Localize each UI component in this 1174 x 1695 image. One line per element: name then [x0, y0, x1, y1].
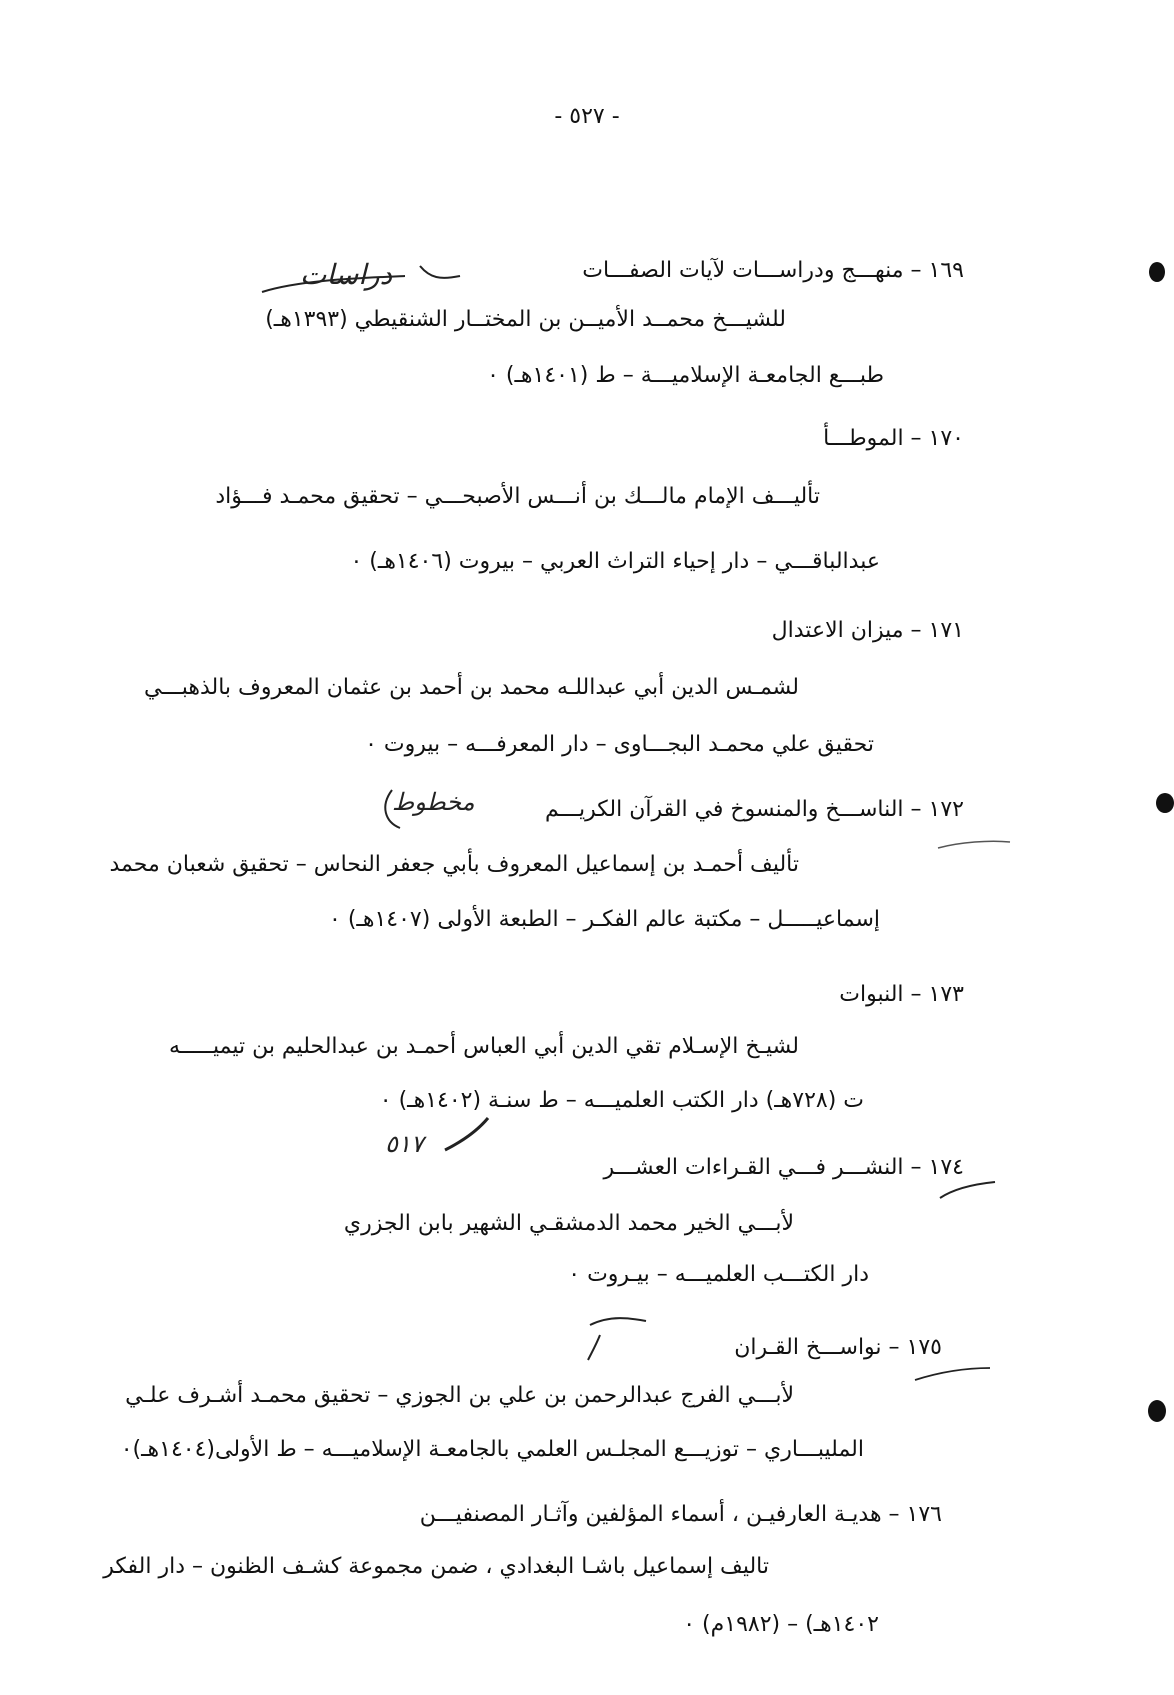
margin-stroke-3: [915, 1368, 990, 1380]
entry-169-heading: ١٦٩ – منهـــج ودراســـات لآيات الصفـــات: [582, 258, 964, 283]
pen-stroke-4: [590, 1318, 646, 1325]
entry-176-line-2: ١٤٠٢هـ) – (١٩٨٢م) ٠: [683, 1612, 879, 1637]
pen-stroke-5: [588, 1335, 600, 1360]
page-number: - ٥٢٧ -: [554, 104, 620, 129]
entry-175-line-1: لأبـــي الفرج عبدالرحمن بن علي بن الجوزي – تحقيق محمـد أشـرف علـي: [125, 1383, 794, 1408]
entry-174-heading: ١٧٤ – النشـــر فـــي القـراءات العشـــر: [603, 1155, 964, 1180]
entry-173-line-1: لشيـخ الإسـلام تقي الدين أبي العباس أحمـد بن عبدالحليم بن تيميـــــه: [168, 1034, 799, 1059]
punch-hole-bottom: [1148, 1400, 1166, 1422]
margin-stroke-1: [938, 841, 1010, 848]
entry-171-heading: ١٧١ – ميزان الاعتدال: [771, 618, 964, 643]
handwritten-note-1: دراسات: [300, 258, 393, 291]
entry-174-line-2: دار الكتـــب العلميـــه – بيـروت ٠: [568, 1262, 869, 1287]
punch-hole-top: [1149, 262, 1165, 282]
handwritten-note-3: ٥١٧: [385, 1130, 424, 1158]
entry-171-line-2: تحقيق علي محمـد البجـــاوى – دار المعرفـــه – بيروت ٠: [365, 732, 874, 757]
entry-169-line-2: طبـــع الجامعـة الإسلاميـــة – ط (١٤٠١هـ) ٠: [487, 363, 884, 388]
handwritten-note-2: مخطوط: [392, 788, 475, 816]
entry-176-heading: ١٧٦ – هديـة العارفيـن ، أسماء المؤلفين وآثـار المصنفيـــن: [419, 1502, 942, 1527]
pen-stroke-6: [445, 1118, 488, 1150]
margin-stroke-2: [940, 1182, 995, 1198]
entry-171-line-1: لشمـس الدين أبي عبداللـه محمد بن أحمد بن عثمان المعروف بالذهبـــي: [144, 675, 799, 700]
entry-169-line-1: للشيـــخ محمــد الأميــن بن المختــار الشنقيطي (١٣٩٣هـ): [265, 307, 786, 332]
pen-stroke-2: [420, 266, 460, 278]
entry-175-heading: ١٧٥ – نواســـخ القـران: [734, 1335, 942, 1360]
entry-172-line-2: إسماعيـــــل – مكتبة عالم الفكـر – الطبعة الأولى (١٤٠٧هـ) ٠: [329, 907, 880, 932]
entry-175-line-2: المليبـــاري – توزيـــع المجلـس العلمي بالجامعـة الإسلاميـــه – ط الأولى(١٤٠٤هـ)٠: [120, 1437, 864, 1462]
pen-stroke-1: [262, 276, 405, 292]
pen-stroke-3: [385, 790, 400, 828]
entry-173-heading: ١٧٣ – النبوات: [839, 982, 964, 1007]
punch-hole-middle: [1156, 793, 1174, 813]
entry-173-line-2: ت (٧٢٨هـ) دار الكتب العلميـــه – ط سنـة (١٤٠٢هـ) ٠: [379, 1088, 864, 1113]
entry-176-line-1: تاليف إسماعيل باشـا البغدادي ، ضمن مجموعة كشـف الظنون – دار الفكر: [103, 1554, 769, 1579]
entry-172-heading: ١٧٢ – الناســـخ والمنسوخ في القرآن الكريـــم: [545, 797, 964, 822]
entry-172-line-1: تأليف أحمـد بن إسماعيل المعروف بأبي جعفر النحاس – تحقيق شعبان محمد: [109, 852, 799, 877]
entry-170-heading: ١٧٠ – الموطـــأ: [823, 426, 964, 451]
entry-174-line-1: لأبـــي الخير محمد الدمشقـي الشهير بابن الجزري: [343, 1211, 794, 1236]
entry-170-line-2: عبدالباقـــي – دار إحياء التراث العربي – بيروت (١٤٠٦هـ) ٠: [350, 549, 880, 574]
entry-170-line-1: تأليـــف الإمام مالـــك بن أنـــس الأصبحـــي – تحقيق محمـد فـــؤاد: [215, 484, 820, 509]
